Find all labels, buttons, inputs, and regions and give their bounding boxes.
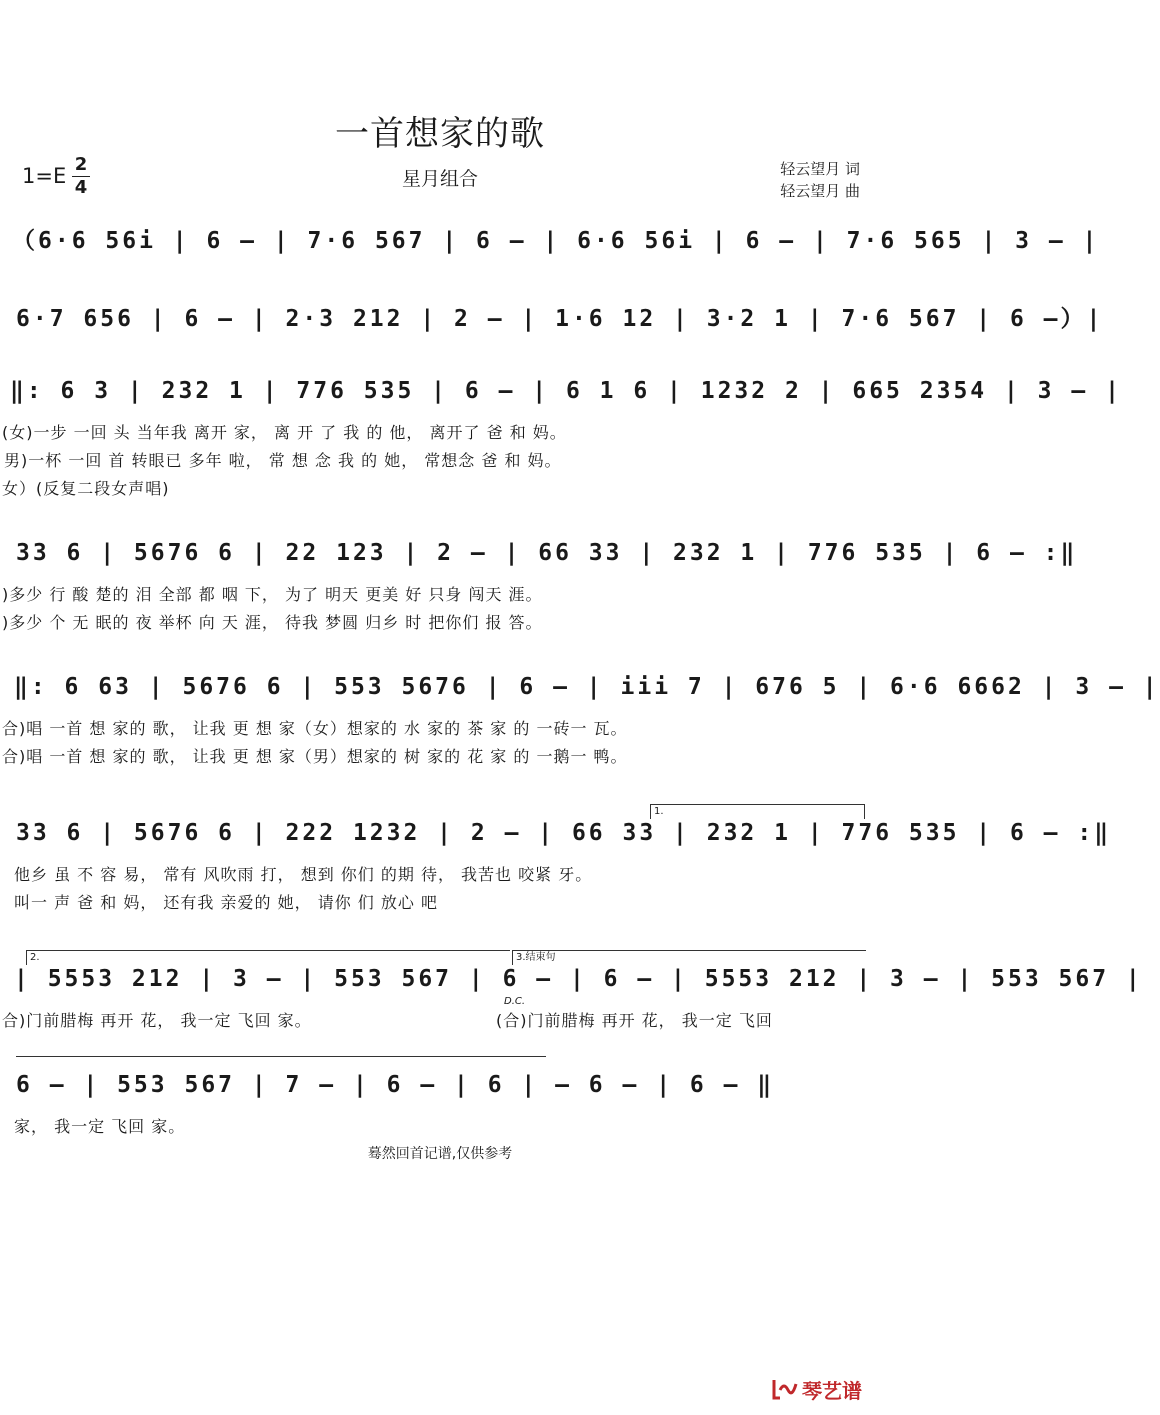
- score-row-8: 6 – | 553 567 | 7 – | 6 – | 6 | – 6 – | 6 – ‖: [16, 1072, 775, 1098]
- song-title: 一首想家的歌: [335, 114, 545, 154]
- composer-credit: 轻云望月 曲: [780, 182, 860, 200]
- score-row-6: 33 6 | 5676 6 | 222 1232 | 2 – | 66 33 | 232 1 | 776 535 | 6 – :‖: [16, 820, 1112, 846]
- site-logo: [772, 1375, 862, 1404]
- transcriber-note: 蓦然回首记谱,仅供参考: [367, 1146, 513, 1162]
- score-row-1: （6·6 56i | 6 – | 7·6 567 | 6 – | 6·6 56i | 6 – | 7·6 565 | 3 – |: [12, 228, 1100, 254]
- volta-1: 1.: [650, 804, 865, 819]
- score-row-7: | 5553 212 | 3 – | 553 567 | 6 – | 6 – | 5553 212 | 3 – | 553 567 |: [14, 966, 1143, 992]
- key-signature: 1=E: [22, 164, 67, 188]
- lyric-row-7-ending-2: 合)门前腊梅 再开 花， 我一定 飞回 家。: [2, 1011, 312, 1030]
- score-row-3: ‖: 6 3 | 232 1 | 776 535 | 6 – | 6 1 6 | 1232 2 | 665 2354 | 3 – |: [10, 378, 1122, 404]
- volta-3-continuation: [16, 1056, 546, 1057]
- repeat-note: 女）(反复二段女声唱): [2, 479, 170, 498]
- lyric-row-5-verse-1: 合)唱 一首 想 家的 歌， 让我 更 想 家（女）想家的 水 家的 茶 家 的 一砖一 瓦。: [2, 719, 628, 738]
- lyric-row-5-verse-2: 合)唱 一首 想 家的 歌， 让我 更 想 家（男）想家的 树 家的 花 家 的 一鹅一 鸭。: [2, 747, 628, 766]
- score-row-4: 33 6 | 5676 6 | 22 123 | 2 – | 66 33 | 232 1 | 776 535 | 6 – :‖: [16, 540, 1078, 566]
- lyric-row-6-verse-2: 叫一 声 爸 和 妈， 还有我 亲爱的 她， 请你 们 放心 吧: [14, 893, 438, 912]
- lyric-row-4-verse-1: )多少 行 酸 楚的 泪 全部 都 咽 下， 为了 明天 更美 好 只身 闯天 涯。: [2, 585, 543, 604]
- lyric-row-4-verse-2: )多少 个 无 眠的 夜 举杯 向 天 涯， 待我 梦圆 归乡 时 把你们 报 答。: [2, 613, 543, 632]
- logo-text: 琴艺谱: [802, 1379, 862, 1403]
- score-row-2: 6·7 656 | 6 – | 2·3 212 | 2 – | 1·6 12 | 3·2 1 | 7·6 567 | 6 –）|: [16, 306, 1104, 332]
- lyric-row-3-verse-2: 男)一杯 一回 首 转眼已 多年 啦， 常 想 念 我 的 她， 常想念 爸 和 妈。: [4, 451, 562, 470]
- dc-marking: D.C.: [504, 996, 526, 1007]
- logo-mark-icon: [772, 1378, 798, 1402]
- lyric-row-6-verse-1: 他乡 虽 不 容 易， 常有 风吹雨 打， 想到 你们 的期 待， 我苦也 咬紧 牙。: [14, 865, 593, 884]
- time-signature-bottom: 4: [72, 176, 90, 199]
- lyric-row-7-ending-3: (合)门前腊梅 再开 花， 我一定 飞回: [496, 1011, 773, 1030]
- score-row-5: ‖: 6 63 | 5676 6 | 553 5676 | 6 – | iii 7 | 676 5 | 6·6 6662 | 3 – |: [14, 674, 1160, 700]
- lyric-row-3-verse-1: (女)一步 一回 头 当年我 离开 家， 离 开 了 我 的 他， 离开了 爸 和 妈。: [2, 423, 567, 442]
- lyricist-credit: 轻云望月 词: [780, 160, 860, 178]
- volta-2: 2.: [26, 950, 510, 965]
- volta-3: 3.结束句: [512, 950, 866, 965]
- performer: 星月组合: [401, 168, 478, 190]
- time-signature-top: 2: [74, 154, 88, 175]
- lyric-row-8: 家， 我一定 飞回 家。: [14, 1117, 186, 1136]
